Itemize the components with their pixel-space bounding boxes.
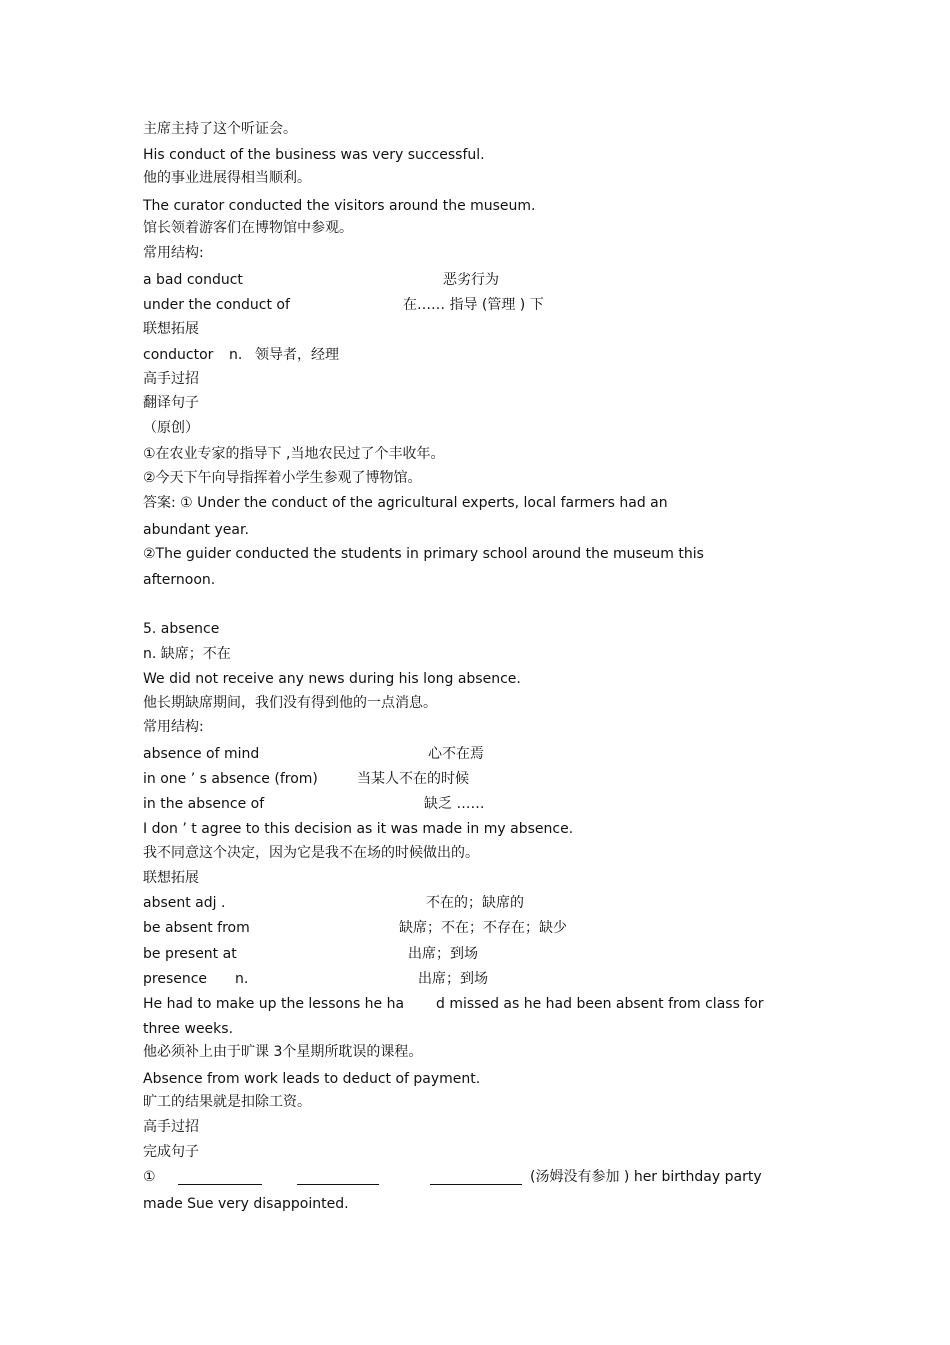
phrase-meaning: 心不在焉 bbox=[428, 746, 484, 762]
phrase-meaning: 不在的；缺席的 bbox=[426, 895, 524, 911]
phrase-meaning: 出席；到场 bbox=[418, 971, 488, 987]
entry-heading: 5. absence bbox=[143, 621, 220, 637]
text-line: He had to make up the lessons he ha bbox=[143, 996, 405, 1012]
text-line: ②今天下午向导指挥着小学生参观了博物馆。 bbox=[143, 470, 422, 486]
phrase-term: absent adj . bbox=[143, 895, 226, 911]
section-heading: 翻译句子 bbox=[143, 395, 199, 411]
answer-blank[interactable] bbox=[430, 1184, 522, 1185]
phrase-term: a bad conduct bbox=[143, 272, 243, 288]
text-line: ①在农业专家的指导下 ,当地农民过了个丰收年。 bbox=[143, 446, 445, 462]
section-heading: 联想拓展 bbox=[143, 321, 199, 337]
text-line: Absence from work leads to deduct of payment. bbox=[143, 1071, 481, 1087]
part-of-speech: n. bbox=[229, 347, 243, 363]
answer-blank[interactable] bbox=[297, 1184, 379, 1185]
phrase-meaning: 恶劣行为 bbox=[443, 272, 499, 288]
text-line: (汤姆没有参加 ) her birthday party bbox=[530, 1169, 762, 1185]
phrase-term: in one ’ s absence (from) bbox=[143, 771, 318, 787]
answer-line: 答案: ① Under the conduct of the agricultural experts, local farmers had an bbox=[143, 495, 668, 511]
text-line: We did not receive any news during his long absence. bbox=[143, 671, 521, 687]
item-number: ① bbox=[143, 1169, 156, 1185]
text-line: three weeks. bbox=[143, 1021, 234, 1037]
answer-blank[interactable] bbox=[178, 1184, 262, 1185]
text-line: made Sue very disappointed. bbox=[143, 1196, 349, 1212]
phrase-meaning: 缺乏 …… bbox=[424, 796, 485, 812]
text-line: 我不同意这个决定，因为它是我不在场的时候做出的。 bbox=[143, 845, 479, 861]
phrase-term: conductor bbox=[143, 347, 214, 363]
text-line: 主席主持了这个听证会。 bbox=[143, 121, 297, 137]
text-line: （原创） bbox=[143, 420, 199, 436]
phrase-meaning: 当某人不在的时候 bbox=[357, 771, 469, 787]
text-line: 他必须补上由于旷课 3个星期所耽误的课程。 bbox=[143, 1044, 423, 1060]
section-heading: 联想拓展 bbox=[143, 870, 199, 886]
answer-line: abundant year. bbox=[143, 522, 249, 538]
phrase-meaning: 在…… 指导 (管理 ) 下 bbox=[403, 297, 544, 313]
section-heading: 高手过招 bbox=[143, 371, 199, 387]
text-line: The curator conducted the visitors around the museum. bbox=[143, 198, 536, 214]
text-line: 他长期缺席期间，我们没有得到他的一点消息。 bbox=[143, 695, 437, 711]
phrase-meaning: 领导者，经理 bbox=[255, 347, 339, 363]
section-heading: 常用结构: bbox=[143, 245, 204, 261]
section-heading: 高手过招 bbox=[143, 1119, 199, 1135]
text-line: 旷工的结果就是扣除工资。 bbox=[143, 1094, 311, 1110]
phrase-meaning: 出席；到场 bbox=[408, 946, 478, 962]
answer-line: afternoon. bbox=[143, 572, 216, 588]
text-line: His conduct of the business was very successful. bbox=[143, 147, 485, 163]
text-line: 他的事业进展得相当顺利。 bbox=[143, 170, 311, 186]
section-heading: 完成句子 bbox=[143, 1144, 199, 1160]
text-line: 馆长领着游客们在博物馆中参观。 bbox=[143, 220, 353, 236]
phrase-term: presence bbox=[143, 971, 208, 987]
phrase-term: be absent from bbox=[143, 920, 250, 936]
phrase-term: under the conduct of bbox=[143, 297, 290, 313]
phrase-term: in the absence of bbox=[143, 796, 265, 812]
part-of-speech: n. bbox=[235, 971, 249, 987]
answer-line: ②The guider conducted the students in primary school around the museum this bbox=[143, 546, 704, 562]
text-line: d missed as he had been absent from class for bbox=[436, 996, 764, 1012]
section-heading: 常用结构: bbox=[143, 719, 204, 735]
phrase-term: absence of mind bbox=[143, 746, 260, 762]
text-line: n. 缺席；不在 bbox=[143, 646, 231, 662]
phrase-term: be present at bbox=[143, 946, 237, 962]
text-line: I don ’ t agree to this decision as it was made in my absence. bbox=[143, 821, 574, 837]
phrase-meaning: 缺席；不在；不存在；缺少 bbox=[399, 920, 567, 936]
